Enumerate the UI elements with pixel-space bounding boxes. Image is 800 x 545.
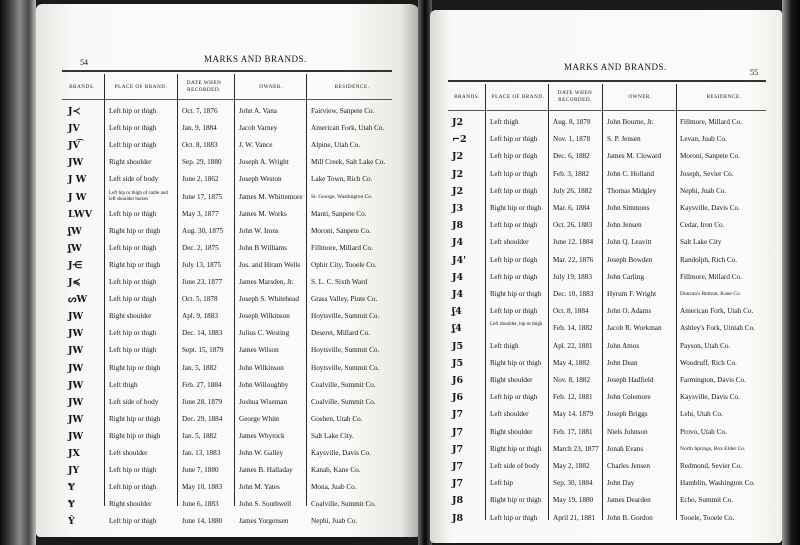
header-rule-bottom (62, 99, 392, 100)
place-cell: Left thigh (490, 341, 519, 350)
residence-cell: Randolph, Rich Co. (680, 255, 738, 264)
left-page (36, 4, 420, 537)
date-cell: July 26, 1882 (553, 186, 592, 195)
brand-cell: J4 (452, 289, 464, 300)
date-cell: June 17, 1875 (182, 192, 223, 201)
brand-cell: J7 (452, 426, 464, 438)
owner-cell: John B. Gordon (607, 513, 653, 522)
date-cell: Sep. 30, 1884 (553, 479, 593, 488)
table-row (430, 319, 800, 338)
date-cell: Sep. 29, 1880 (182, 158, 222, 167)
brand-cell: J2 (452, 168, 464, 180)
brand-cell: JW (68, 396, 84, 408)
owner-cell: George White (239, 414, 280, 423)
table-row (430, 405, 800, 424)
brand-cell: J≺ (68, 106, 81, 117)
column-header-owner: OWNER. (628, 94, 652, 100)
place-cell: Left shoulder (109, 449, 148, 457)
residence-cell: Redmond, Sevier Co. (680, 462, 742, 470)
table-row (430, 302, 800, 321)
residence-cell: Payson, Utah Co. (680, 341, 731, 350)
residence-cell: Fillmore, Millard Co. (680, 118, 742, 126)
place-cell: Left hip or thigh (490, 255, 538, 264)
date-cell: Dec. 14, 1883 (182, 329, 223, 338)
brand-cell: Ŷ (68, 516, 75, 528)
place-cell: Left side of body (490, 462, 540, 470)
table-row (430, 388, 800, 407)
brand-cell: J4' (452, 254, 467, 266)
date-cell: June 14, 1880 (182, 517, 223, 526)
table-row (36, 512, 416, 531)
table-row (430, 165, 800, 184)
residence-cell: American Fork, Utah Co. (311, 124, 385, 133)
column-header-place: PLACE OF BRAND. (114, 84, 168, 90)
place-cell: Left hip or thigh (490, 152, 538, 161)
place-cell: Left hip or thigh (109, 483, 157, 492)
owner-cell: John W. Galley (239, 449, 284, 457)
owner-cell: John Amos (607, 341, 640, 350)
date-cell: Feb. 17, 1881 (553, 427, 593, 436)
brand-cell: J≼ (68, 277, 81, 288)
place-cell: Right shoulder (109, 500, 152, 509)
owner-cell: Hyrum F. Wright (607, 290, 657, 298)
date-cell: Dec. 10, 1883 (553, 290, 594, 298)
owner-cell: John Carling (607, 272, 644, 281)
residence-cell: Lake Town, Rich Co. (311, 175, 373, 184)
brand-cell: JY (68, 465, 80, 477)
place-cell: Right hip or thigh (490, 496, 542, 505)
place-cell: Left hip or thigh of cattle and left shoulder horses (109, 190, 168, 202)
table-row (430, 147, 800, 166)
residence-cell: Nephi, Juab Co. (680, 186, 727, 195)
date-cell: Feb. 27, 1884 (182, 380, 222, 389)
owner-cell: John M. Yates (239, 483, 280, 492)
place-cell: Right hip or thigh (109, 431, 161, 440)
brand-cell: ʆW (68, 225, 82, 237)
place-cell: Left thigh (109, 380, 138, 389)
brand-cell: J4 (452, 271, 464, 283)
running-head: MARKS AND BRANDS. (564, 62, 667, 72)
owner-cell: John A. Vana (239, 107, 277, 115)
place-cell: Left hip or thigh (490, 169, 538, 178)
brand-cell: J6 (452, 392, 464, 404)
date-cell: May 19, 1880 (553, 496, 594, 505)
date-cell: July 19, 1883 (553, 272, 592, 281)
residence-cell: American Fork, Utah Co. (680, 307, 754, 316)
table-row (430, 371, 800, 390)
place-cell: Left hip or thigh (490, 513, 538, 522)
date-cell: Jan. 5, 1882 (182, 431, 217, 440)
table-row (430, 337, 800, 356)
table-row (430, 182, 800, 201)
brand-cell: J7 (452, 478, 464, 490)
brand-cell: JW (68, 362, 84, 374)
residence-cell: Cedar, Iron Co. (680, 221, 725, 230)
residence-cell: Kaysville, Davis Co. (680, 393, 740, 402)
place-cell: Left hip or thigh (490, 272, 538, 281)
residence-cell: Echo, Summit Co. (680, 496, 734, 505)
residence-cell: Goshen, Utah Co. (311, 414, 363, 423)
brand-cell: ʆW (68, 242, 82, 254)
date-cell: Feb. 14, 1882 (553, 324, 593, 333)
table-row (430, 199, 800, 218)
residence-cell: St. George, Washington Co. (311, 193, 373, 200)
place-cell: Left shoulder (490, 410, 529, 419)
place-cell: Left thigh (490, 118, 519, 126)
date-cell: Aug. 30, 1875 (182, 226, 224, 235)
place-cell: Left hip or thigh (109, 278, 157, 286)
place-cell: Right shoulder (109, 158, 152, 167)
owner-cell: John Wilkinson (239, 363, 284, 372)
date-cell: Mar. 6, 1884 (553, 204, 590, 212)
brand-cell: J5 (452, 340, 464, 352)
place-cell: Left hip or thigh (490, 186, 538, 195)
owner-cell: James Yorgensen (239, 517, 289, 526)
right-page (430, 10, 782, 543)
page-number: 54 (80, 58, 88, 67)
date-cell: Dec. 29, 1884 (182, 414, 223, 423)
brand-cell: J3 (452, 203, 464, 214)
residence-cell: Nephi, Juab Co. (311, 517, 358, 526)
residence-cell: North Springs, Box Elder Co. (680, 445, 746, 452)
place-cell: Left hip or thigh (490, 307, 538, 316)
brand-cell: J8 (452, 220, 464, 232)
column-header-place: PLACE OF BRAND. (491, 94, 545, 100)
residence-cell: Coalville, Summit Co. (311, 397, 376, 406)
date-cell: Sept. 15, 1879 (182, 346, 224, 355)
date-cell: June 7, 1880 (182, 466, 219, 475)
brand-cell: JW (68, 413, 84, 425)
brand-cell: J7 (452, 443, 464, 455)
residence-cell: Fillmore, Millard Co. (680, 272, 742, 281)
brand-cell: JX (68, 448, 80, 459)
residence-cell: Alpine, Utah Co. (311, 141, 361, 150)
residence-cell: Lehi, Utah Co. (680, 410, 723, 419)
place-cell: Right hip or thigh (109, 226, 161, 235)
column-header-brands: BRANDS. (454, 94, 480, 100)
brand-cell: JW (68, 328, 84, 340)
residence-cell: Mona, Juab Co. (311, 483, 357, 492)
owner-cell: Jos. and Hiram Wells (239, 260, 301, 269)
residence-cell: Mill Creek, Salt Lake Co. (311, 158, 386, 167)
place-cell: Left hip or thigh (109, 141, 157, 150)
brand-cell: J2 (452, 151, 464, 163)
residence-cell: Hoytsville, Summit Co. (311, 312, 380, 321)
residence-cell: Moroni, Sanpete Co. (680, 152, 740, 161)
table-row (430, 268, 800, 287)
date-cell: Jan. 9, 1884 (182, 124, 217, 133)
brand-cell: JW (68, 157, 84, 169)
date-cell: May 2, 1882 (553, 462, 590, 470)
brand-cell: LWV (68, 208, 93, 220)
brand-cell: J4 (452, 237, 464, 249)
owner-cell: John Colemore (607, 393, 651, 402)
page-number: 55 (750, 68, 758, 77)
brand-cell: J⋲ (68, 259, 82, 271)
owner-cell: Joseph A. Wright (239, 158, 289, 167)
running-head: MARKS AND BRANDS. (204, 54, 307, 64)
place-cell: Left hip or thigh (109, 295, 157, 304)
owner-cell: Joseph Hadfield (607, 376, 654, 384)
owner-cell: John C. Holland (607, 169, 654, 178)
brand-cell: J6 (452, 375, 464, 386)
residence-cell: Duncan's Retreat, Kane Co. (680, 291, 742, 297)
place-cell: Left hip or thigh (490, 221, 538, 230)
owner-cell: Joshua Wiseman (239, 397, 288, 406)
date-cell: Jan. 5, 1882 (182, 363, 217, 372)
place-cell: Right shoulder (490, 427, 533, 436)
owner-cell: James M. Whittemore (239, 192, 303, 201)
column-header-date: DATE WHEN RECORDED. (186, 80, 222, 93)
owner-cell: James Dearden (607, 496, 651, 505)
owner-cell: James M. Works (239, 209, 287, 218)
table-row (430, 233, 800, 252)
table-row (430, 509, 800, 528)
owner-cell: Joseph Briggs (607, 410, 648, 419)
place-cell: Right hip or thigh (109, 363, 161, 372)
column-header-date: DATE WHEN RECORDED. (557, 90, 593, 103)
residence-cell: Fillmore, Millard Co. (311, 243, 373, 252)
residence-cell: Kanab, Kane Co. (311, 466, 361, 475)
place-cell: Left hip or thigh (109, 209, 157, 218)
residence-cell: Salt Lake City. (311, 431, 354, 440)
date-cell: June 28, 1879 (182, 397, 223, 406)
brand-cell: JW (68, 311, 84, 323)
place-cell: Left hip or thigh (109, 517, 157, 526)
owner-cell: Thomas Midgley (607, 186, 657, 195)
brand-cell: JW (68, 345, 84, 357)
date-cell: Oct. 26, 1883 (553, 221, 593, 230)
date-cell: Apl. 22, 1881 (553, 341, 593, 350)
date-cell: Jan. 13, 1883 (182, 449, 221, 457)
place-cell: Left hip or thigh (109, 243, 157, 252)
table-row (430, 423, 800, 442)
brand-cell: J8 (452, 512, 464, 524)
place-cell: Left shoulder (490, 238, 529, 247)
table-row (430, 440, 800, 459)
place-cell: Right shoulder (109, 312, 152, 321)
residence-cell: Ashley's Fork, Uintah Co. (680, 324, 755, 333)
owner-cell: John W. Irons (239, 226, 279, 235)
date-cell: Dec. 2, 1875 (182, 243, 219, 252)
book-edge-right (782, 0, 800, 545)
date-cell: June 2, 1862 (182, 175, 219, 184)
date-cell: Feb. 12, 1881 (553, 393, 593, 402)
residence-cell: Manti, Sanpete Co. (311, 209, 367, 218)
place-cell: Left hip or thigh (109, 329, 157, 338)
brand-cell: JW (68, 379, 84, 391)
table-row (430, 457, 800, 476)
brand-cell: J8 (452, 495, 464, 507)
owner-cell: John Bourne, Jr. (607, 118, 654, 126)
place-cell: Left hip or thigh (490, 393, 538, 402)
brand-cell: Ɏ (68, 482, 75, 494)
brand-cell: J2 (452, 117, 464, 128)
date-cell: April 21, 1881 (553, 513, 596, 522)
owner-cell: John Dean (607, 358, 638, 367)
owner-cell: Joseph Bowden (607, 255, 653, 264)
brand-cell: J2 (452, 185, 464, 197)
place-cell: Left hip or thigh (109, 346, 157, 355)
owner-cell: James Wilson (239, 346, 279, 355)
owner-cell: Jonah Evans (607, 444, 644, 453)
date-cell: Oct. 7, 1876 (182, 107, 218, 115)
date-cell: March 23, 1877 (553, 444, 599, 453)
residence-cell: Provo, Utah Co. (680, 427, 727, 436)
table-row (430, 354, 800, 373)
owner-cell: J. W. Vance (239, 141, 273, 150)
residence-cell: Fairview, Sanpete Co. (311, 107, 375, 115)
brand-cell: JV͡ (68, 140, 80, 152)
residence-cell: Hamblin, Washington Co. (680, 479, 755, 488)
column-header-residence: RESIDENCE. (706, 94, 742, 100)
table-row (430, 491, 800, 510)
date-cell: June 6, 1883 (182, 500, 219, 509)
table-row (430, 216, 800, 235)
date-cell: Apl. 9, 1883 (182, 312, 218, 321)
residence-cell: Coalville, Summit Co. (311, 380, 376, 389)
date-cell: May 3, 1877 (182, 209, 219, 218)
header-rule-top (62, 70, 392, 72)
brand-cell: JW (68, 430, 84, 442)
owner-cell: John Q. Leavitt (607, 238, 652, 247)
brand-cell: J W (68, 174, 87, 186)
residence-cell: S. L. C. Sixth Ward (311, 278, 368, 286)
owner-cell: Joseph Weston (239, 175, 282, 184)
brand-cell: ʆ4 (452, 306, 462, 318)
brand-cell: J5 (452, 357, 464, 369)
date-cell: June 12, 1884 (553, 238, 594, 247)
owner-cell: Joseph Wilkinson (239, 312, 290, 321)
owner-cell: Jacob R. Workman (607, 324, 662, 333)
residence-cell: Woodruff, Rich Co. (680, 358, 737, 367)
owner-cell: James Whytock (239, 431, 285, 440)
residence-cell: Levan, Juab Co. (680, 135, 727, 144)
residence-cell: Kaysville, Davis Co. (311, 449, 371, 457)
owner-cell: Joseph S. Whitehead (239, 295, 299, 304)
date-cell: Aug. 8, 1878 (553, 118, 591, 126)
brand-cell: ʆ4 (452, 323, 462, 335)
place-cell: Right hip or thigh (490, 444, 542, 453)
date-cell: May 4, 1882 (553, 358, 590, 367)
header-rule-top (448, 80, 766, 82)
place-cell: Left hip or thigh (490, 135, 538, 144)
table-row (430, 285, 800, 304)
date-cell: July 13, 1875 (182, 260, 221, 269)
table-row (430, 130, 800, 149)
brand-cell: J W (68, 191, 87, 203)
place-cell: Right hip or thigh (490, 204, 542, 212)
place-cell: Right hip or thigh (490, 358, 542, 367)
owner-cell: S. P. Jensen (607, 135, 641, 144)
book-spine-left (0, 0, 36, 545)
place-cell: Left shoulder, hip or thigh (490, 322, 543, 328)
brand-cell: JV (68, 123, 80, 135)
table-row (430, 474, 800, 493)
residence-cell: Hoytsville, Summit Co. (311, 346, 380, 355)
date-cell: Nov. 1, 1878 (553, 135, 591, 144)
place-cell: Right shoulder (490, 376, 533, 384)
owner-cell: John O. Adams (607, 307, 652, 316)
owner-cell: John Simmons (607, 204, 650, 212)
date-cell: Oct. 5, 1878 (182, 295, 218, 304)
residence-cell: Tooele, Tooele Co. (680, 513, 735, 522)
date-cell: Mar. 22, 1876 (553, 255, 594, 264)
header-rule-bottom (448, 110, 766, 111)
table-row (430, 251, 800, 270)
owner-cell: James Marsden, Jr. (239, 278, 294, 286)
place-cell: Left hip (490, 479, 513, 488)
owner-cell: Julius C. Westing (239, 329, 290, 338)
residence-cell: Coalville, Summit Co. (311, 500, 376, 509)
brand-cell: J7 (452, 409, 464, 421)
date-cell: Nov. 8, 1882 (553, 376, 591, 384)
place-cell: Right hip or thigh (109, 260, 161, 269)
column-header-owner: OWNER. (259, 84, 283, 90)
column-header-residence: RESIDENCE. (334, 84, 370, 90)
residence-cell: Deseret, Millard Co. (311, 329, 371, 338)
residence-cell: Salt Lake City (680, 238, 722, 247)
place-cell: Right hip or thigh (109, 414, 161, 423)
place-cell: Left hip or thigh (109, 107, 157, 115)
owner-cell: John S. Southwell (239, 500, 292, 509)
brand-cell: ᔕW (68, 294, 88, 306)
residence-cell: Hoytsville, Summit Co. (311, 363, 380, 372)
brand-cell: ⌐2 (452, 134, 467, 146)
place-cell: Left side of body (109, 397, 159, 406)
place-cell: Right hip or thigh (490, 290, 542, 298)
date-cell: Dec. 6, 1882 (553, 152, 590, 161)
owner-cell: Charles Jensen (607, 462, 650, 470)
owner-cell: John Jensen (607, 221, 642, 230)
owner-cell: James B. Halladay (239, 466, 293, 475)
date-cell: Feb. 3, 1882 (553, 169, 589, 178)
date-cell: May 10, 1883 (182, 483, 223, 492)
owner-cell: Jacob Varney (239, 124, 278, 133)
column-header-brands: BRANDS. (69, 84, 95, 90)
owner-cell: John B Williams (239, 243, 287, 252)
residence-cell: Farmington, Davis Co. (680, 376, 746, 384)
residence-cell: Grass Valley, Piute Co. (311, 295, 378, 304)
place-cell: Left hip or thigh (109, 466, 157, 475)
place-cell: Left hip or thigh (109, 124, 157, 133)
date-cell: June 23, 1877 (182, 278, 223, 286)
table-row (430, 113, 800, 132)
date-cell: Oct. 8, 1883 (182, 141, 218, 150)
residence-cell: Ophir City, Tooele Co. (311, 260, 377, 269)
owner-cell: John Willoughby (239, 380, 289, 389)
place-cell: Left side of body (109, 175, 159, 184)
residence-cell: Joseph, Sevier Co. (680, 169, 734, 178)
date-cell: Oct. 8, 1884 (553, 307, 589, 316)
owner-cell: John Day (607, 479, 635, 488)
owner-cell: Niels Johnson (607, 427, 648, 436)
residence-cell: Kaysville, Davis Co. (680, 204, 740, 212)
brand-cell: J7 (452, 461, 464, 472)
date-cell: May 14, 1879 (553, 410, 594, 419)
residence-cell: Moroni, Sanpete Co. (311, 226, 371, 235)
owner-cell: James M. Cloward (607, 152, 662, 161)
brand-cell: Ɏ (68, 499, 75, 511)
